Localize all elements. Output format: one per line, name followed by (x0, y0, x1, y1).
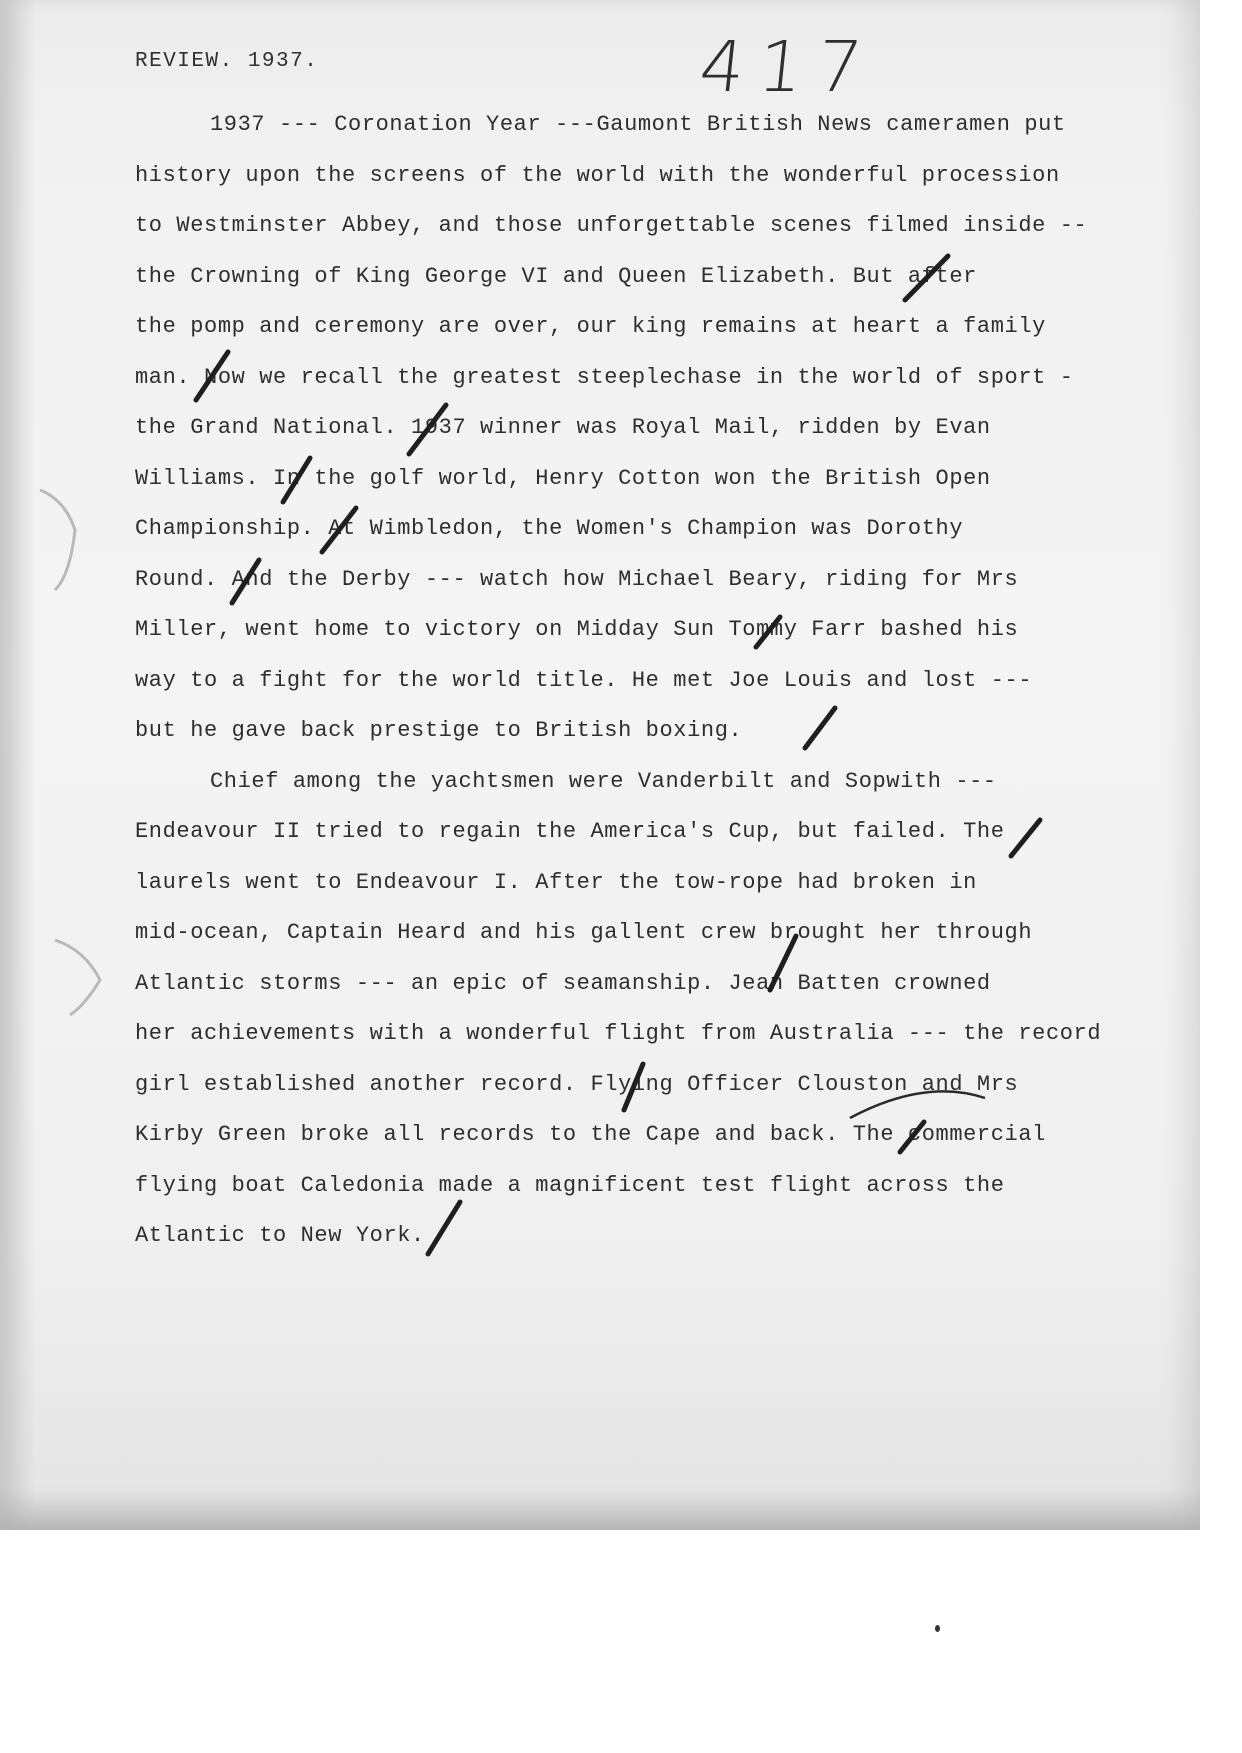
text-line: Atlantic storms --- an epic of seamanship. Jean Batten crowned (135, 970, 991, 996)
text-line: to Westminster Abbey, and those unforgettable scenes filmed inside -- (135, 213, 1088, 238)
text-line: her achievements with a wonderful flight from Australia --- the record (135, 1021, 1102, 1046)
ink-speck (935, 1625, 940, 1632)
text-line: Chief among the yachtsmen were Vanderbilt and Sopwith --- (210, 768, 997, 794)
text-line: flying boat Caledonia made a magnificent test flight across the (135, 1172, 1005, 1198)
text-line: Championship. At Wimbledon, the Women's Champion was Dorothy (135, 516, 964, 541)
typed-body-text (135, 100, 1175, 1262)
paper-left-shadow (0, 0, 36, 1530)
text-line: Kirby Green broke all records to the Cape and back. The commercial (135, 1122, 1046, 1147)
text-line: 1937 --- Coronation Year ---Gaumont British News cameramen put (210, 112, 1066, 137)
handwritten-folio-number: 417 (695, 26, 880, 108)
text-line: Atlantic to New York. (135, 1223, 425, 1248)
text-line: history upon the screens of the world with the wonderful procession (135, 162, 1060, 188)
text-line: but he gave back prestige to British boxing. (135, 718, 743, 743)
text-line: the Crowning of King George VI and Queen Elizabeth. But after (135, 263, 977, 289)
text-line: laurels went to Endeavour I. After the tow-rope had broken in (135, 869, 977, 895)
text-line: the Grand National. 1937 winner was Royal Mail, ridden by Evan (135, 415, 991, 440)
text-line: man. Now we recall the greatest steeplechase in the world of sport - (135, 364, 1074, 390)
text-line: Miller, went home to victory on Midday Sun Tommy Farr bashed his (135, 617, 1019, 642)
text-line: Round. And the Derby --- watch how Michael Beary, riding for Mrs (135, 566, 1019, 592)
document-header: REVIEW. 1937. (135, 50, 319, 73)
paper-bottom-shadow (0, 1488, 1200, 1530)
text-line: girl established another record. Flying Officer Clouston and Mrs (135, 1071, 1019, 1097)
text-line: way to a fight for the world title. He met Joe Louis and lost --- (135, 667, 1033, 693)
text-line: Endeavour II tried to regain the America's Cup, but failed. The (135, 819, 1005, 844)
text-line: mid-ocean, Captain Heard and his gallent crew brought her through (135, 920, 1033, 945)
text-line: Williams. In the golf world, Henry Cotton won the British Open (135, 465, 991, 491)
text-line: the pomp and ceremony are over, our king remains at heart a family (135, 314, 1046, 339)
